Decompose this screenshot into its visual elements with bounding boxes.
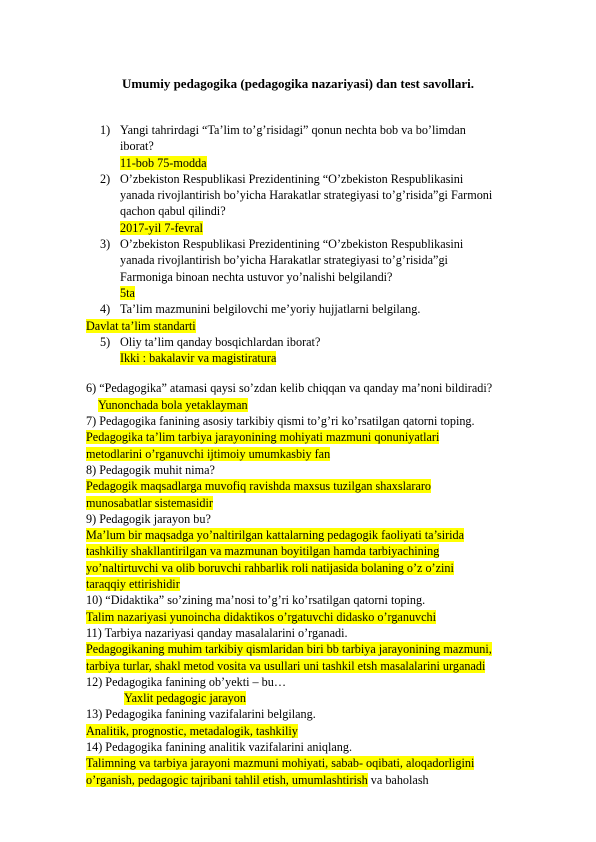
answer-highlight: Ma’lum bir maqsadga yo’naltirilgan kattalarning pedagogik faoliyati ta’sirida (86, 528, 465, 543)
question-3 (86, 236, 566, 301)
answer-highlight: Ikki : bakalavir va magistiratura (120, 351, 277, 366)
answer-highlight: Talim nazariyasi yunoincha didaktikos o’rgatuvchi didasko o’rganuvchi (86, 609, 437, 624)
question-8-text: 8) Pedagogik muhit nima? (86, 462, 215, 477)
answer-highlight: munosabatlar sistemasidir (86, 495, 213, 510)
answer-tail-text: va baholash (367, 772, 429, 787)
question-text: Ta’lim mazmunini belgilovchi me’yoriy hujjatlarni belgilang. (120, 302, 421, 317)
answer-highlight: Analitik, prognostic, metadalogik, tashkiliy (86, 723, 298, 738)
answer-highlight: Yaxlit pedagogic jarayon (124, 691, 246, 706)
answer-highlight: Yunonchada bola yetaklayman (98, 397, 248, 412)
answer-highlight: 5ta (120, 285, 135, 300)
question-number: 3) (100, 237, 111, 252)
answer-highlight: metodlarini o’rganuvchi ijtimoiy umumkasbiy fan (86, 446, 331, 461)
question-14-text: 14) Pedagogika fanining analitik vazifalarini aniqlang. (86, 739, 353, 754)
question-11-text: 11) Tarbiya nazariyasi qanday masalalarini o’rganadi. (86, 625, 348, 640)
question-5 (86, 334, 566, 367)
answer-highlight: 11-bob 75-modda (120, 155, 207, 170)
question-9-text: 9) Pedagogik jarayon bu? (86, 511, 211, 526)
answer-highlight: Pedagogik maqsadlarga muvofiq ravishda maxsus tuzilgan shaxslararo (86, 479, 432, 494)
question-text: Oliy ta’lim qanday bosqichlardan iborat? (120, 334, 321, 349)
question-10-text: 10) “Didaktika” so’zining ma’nosi to’g’ri ko’rsatilgan qatorni toping. (86, 593, 426, 608)
answer-highlight: Pedagogika ta’lim tarbiya jarayonining mohiyati mazmuni qonuniyatlari (86, 430, 440, 445)
question-number: 5) (100, 334, 111, 349)
answer-highlight: taraqqiy ettirishidir (86, 577, 180, 592)
page-title: Umumiy pedagogika (pedagogika nazariyasi) dan test savollari. (121, 76, 475, 91)
answer-highlight: yo’naltirtuvchi va olib boruvchi rahbarlik roli natijasida bolaning o’z o’zini (86, 560, 454, 575)
question-2 (86, 171, 566, 236)
question-12-text: 12) Pedagogika fanining ob’yekti – bu… (86, 674, 287, 689)
question-list (86, 122, 566, 788)
question-text: qachon qabul qilindi? (120, 204, 226, 219)
question-13-text: 13) Pedagogika fanining vazifalarini belgilang. (86, 707, 316, 722)
answer-highlight: Talimning va tarbiya jarayoni mazmuni mohiyati, sabab- oqibati, aloqadorligini (86, 756, 475, 771)
question-text: O’zbekiston Respublikasi Prezidentining “O’zbekiston Respublikasini (120, 237, 464, 252)
answer-highlight: tarbiya turlar, shakl metod vosita va usullari uni tashkil etsh masalalarini urganadi (86, 658, 486, 673)
question-7-text: 7) Pedagogika fanining asosiy tarkibiy qismi to’g’ri ko’rsatilgan qatorni toping. (86, 414, 475, 429)
answer-highlight: o’rganish, pedagogic tajribani tahlil etish, umumlashtirish (86, 772, 368, 787)
question-text: Farmoniga binoan nechta ustuvor yo’nalishi belgilandi? (120, 269, 393, 284)
question-1 (86, 122, 566, 171)
question-text: iborat? (120, 139, 154, 154)
question-text: yanada rivojlantirish bo’yicha Harakatlar strategiyasi to’g’risida”gi Farmoni (120, 188, 493, 203)
question-number: 4) (100, 302, 111, 317)
question-number: 1) (100, 123, 111, 137)
question-number: 2) (100, 171, 111, 186)
question-4 (86, 301, 566, 317)
answer-highlight: Davlat ta’lim standarti (86, 318, 196, 333)
answer-highlight: Pedagogikaning muhim tarkibiy qismlaridan biri bb tarbiya jarayonining mazmuni, (86, 642, 492, 657)
question-text: yanada rivojlantirish bo’yicha Harakatlar strategiyasi to’g’risida”gi (120, 253, 448, 268)
question-6-text: 6) “Pedagogika” atamasi qaysi so’zdan kelib chiqqan va qanday ma’noni bildiradi? (86, 381, 493, 396)
question-text: Yangi tahrirdagi “Ta’lim to’g’risidagi” qonun nechta bob va bo’limdan (120, 123, 466, 137)
answer-highlight: tashkiliy shakllantirilgan va mazmunan boyitilgan hamda tarbiyachining (86, 544, 440, 559)
answer-highlight: 2017-yil 7-fevral (120, 220, 203, 235)
question-text: O’zbekiston Respublikasi Prezidentining “O’zbekiston Respublikasini (120, 171, 464, 186)
